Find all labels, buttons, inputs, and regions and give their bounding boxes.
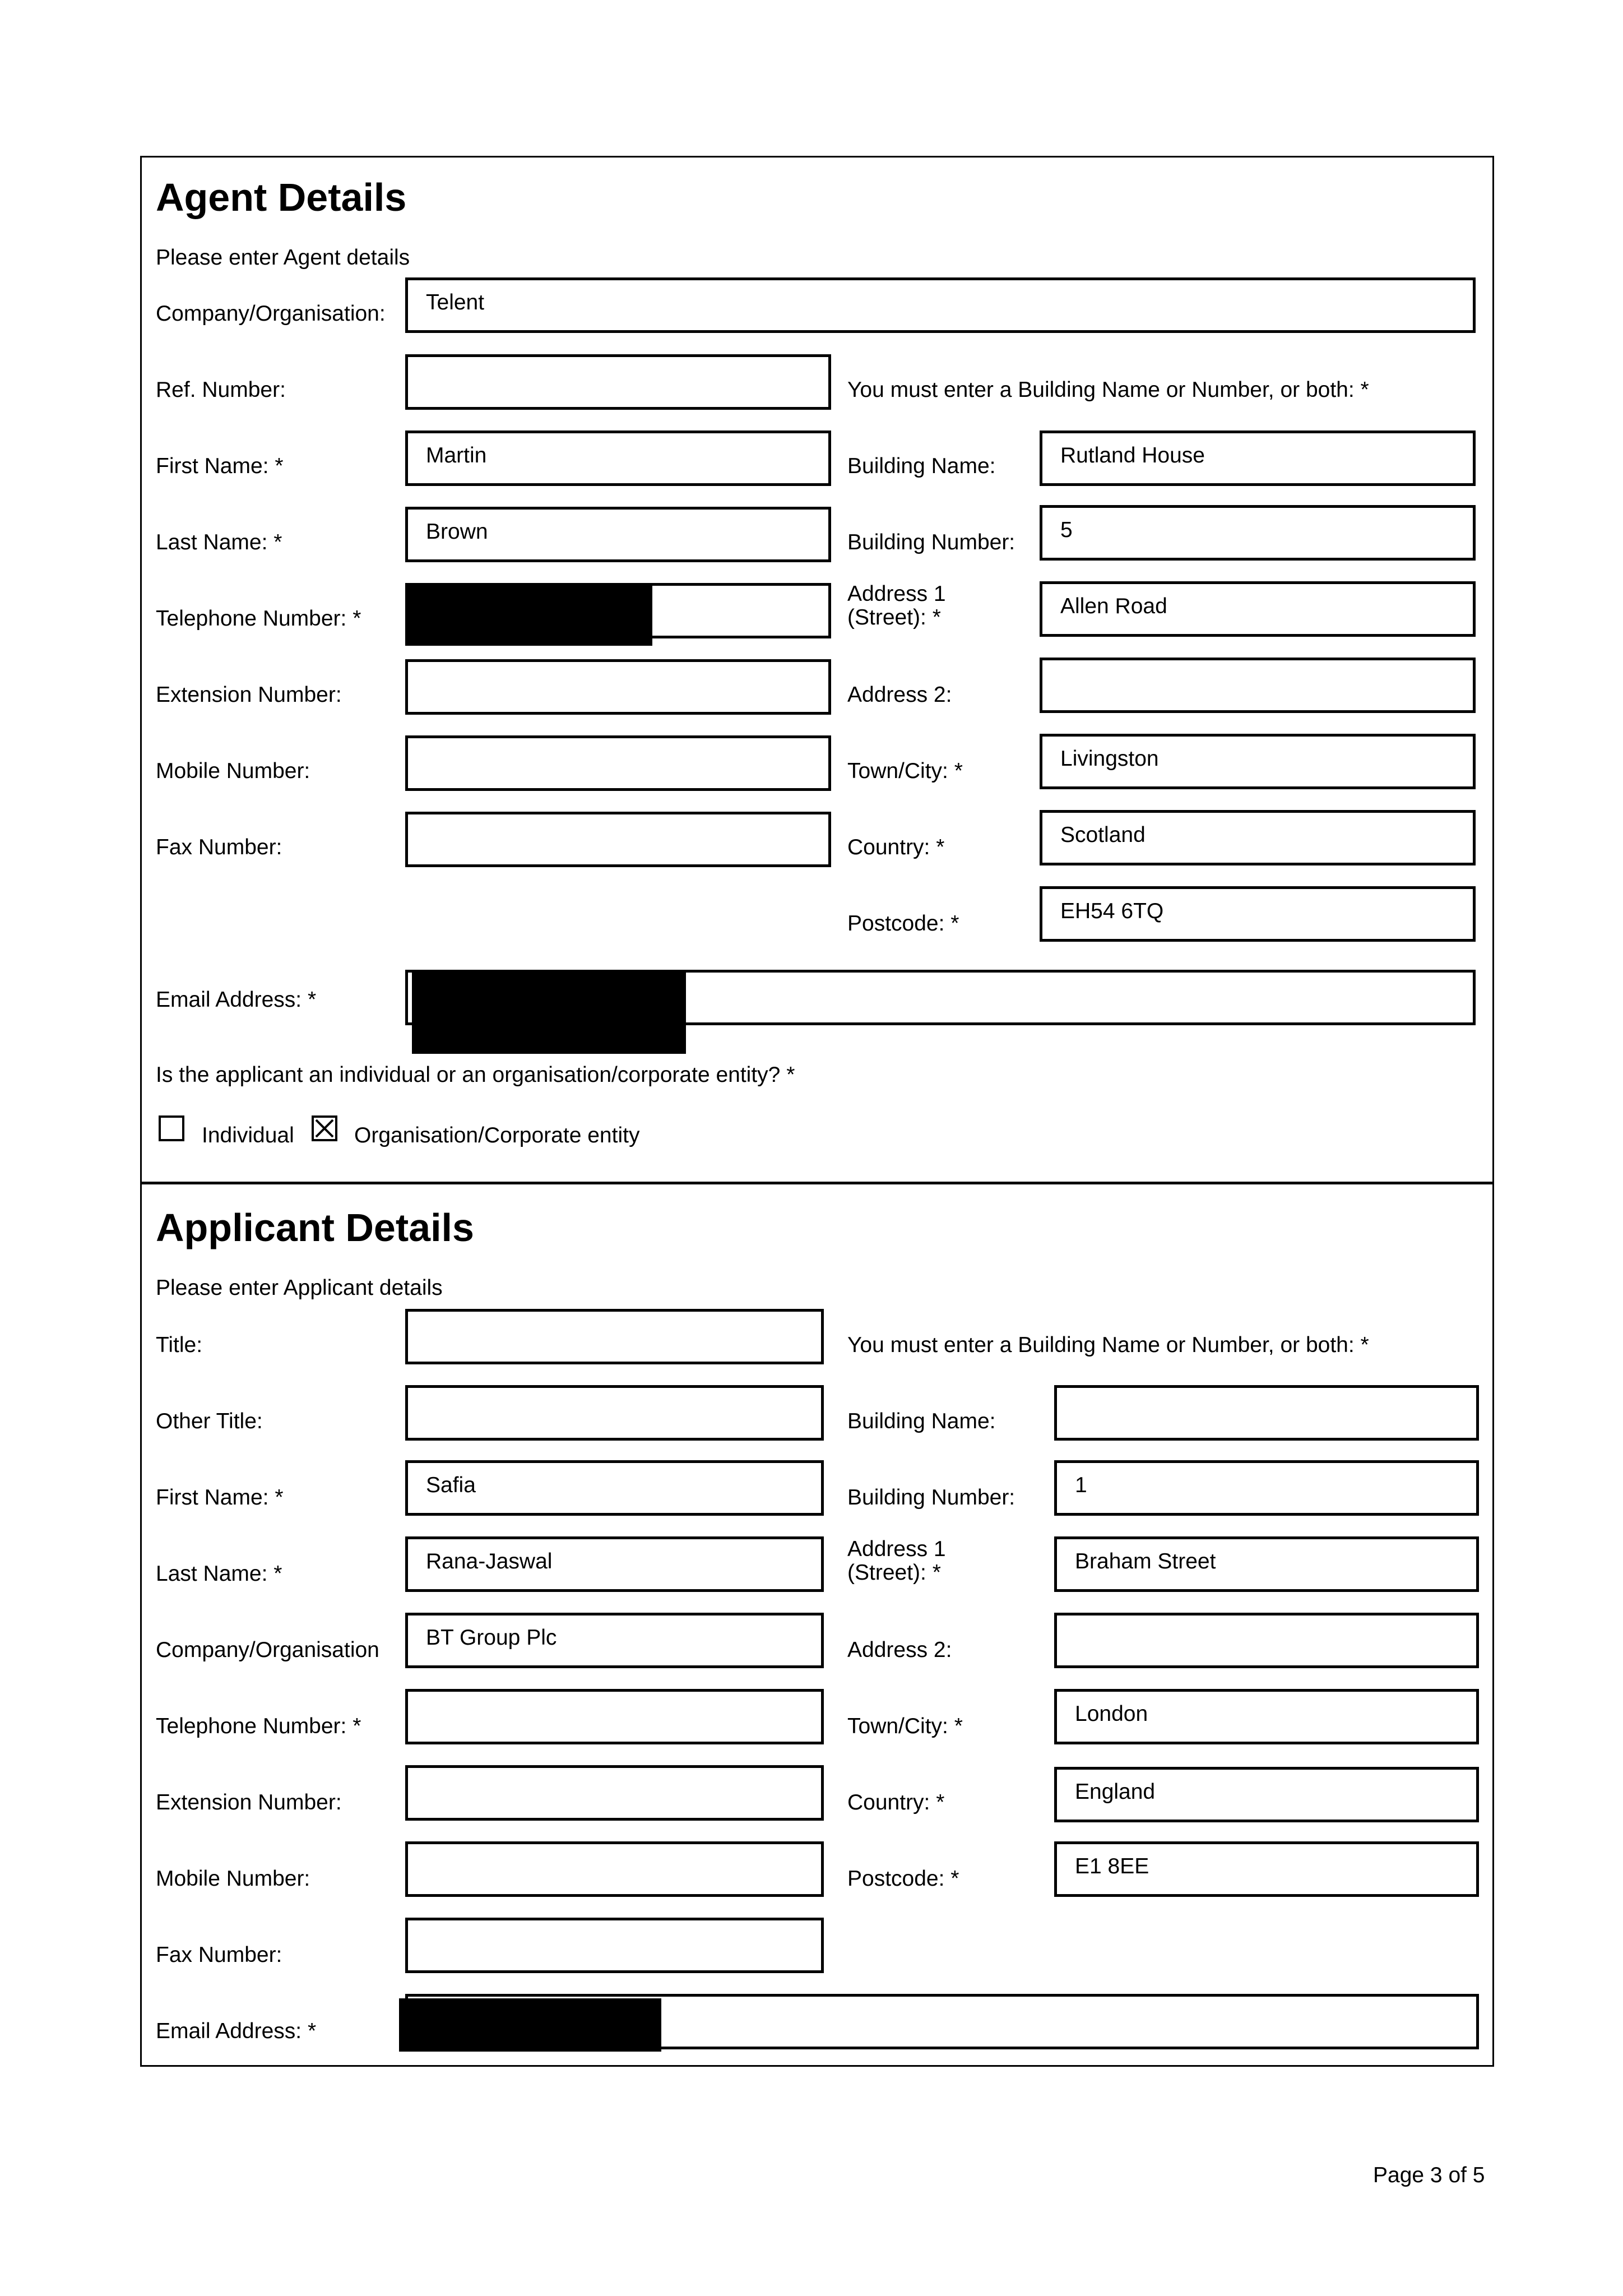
applicant-country-value: England — [1075, 1780, 1156, 1804]
checkbox-cross-icon — [314, 1118, 335, 1139]
redaction-block — [405, 583, 652, 646]
agent-email-label: Email Address: * — [156, 988, 317, 1012]
agent-fax-label: Fax Number: — [156, 835, 282, 859]
agent-first-name-field[interactable] — [405, 430, 831, 486]
agent-address2-label: Address 2: — [847, 683, 952, 707]
applicant-telephone-field[interactable] — [405, 1689, 824, 1744]
applicant-mobile-label: Mobile Number: — [156, 1867, 310, 1891]
applicant-town-label: Town/City: * — [847, 1714, 963, 1738]
agent-last-name-field[interactable] — [405, 507, 831, 562]
applicant-intro-text: Please enter Applicant details — [156, 1276, 443, 1300]
agent-postcode-field[interactable] — [1040, 886, 1476, 942]
applicant-address2-field[interactable] — [1054, 1613, 1479, 1668]
agent-address1-field[interactable] — [1040, 581, 1476, 637]
applicant-last-name-label: Last Name: * — [156, 1562, 282, 1586]
agent-country-field[interactable] — [1040, 810, 1476, 865]
applicant-first-name-field[interactable] — [405, 1460, 824, 1516]
agent-building-name-value: Rutland House — [1060, 443, 1205, 467]
agent-intro-text: Please enter Agent details — [156, 246, 410, 270]
applicant-title-field[interactable] — [405, 1309, 824, 1364]
agent-address1-label-line2: (Street): * — [847, 605, 941, 629]
agent-postcode-value: EH54 6TQ — [1060, 899, 1164, 923]
applicant-other-title-label: Other Title: — [156, 1409, 263, 1433]
agent-company-field[interactable] — [405, 277, 1476, 333]
agent-mobile-field[interactable] — [405, 735, 831, 791]
agent-last-name-value: Brown — [426, 520, 488, 544]
applicant-postcode-label: Postcode: * — [847, 1867, 959, 1891]
page-number: Page 3 of 5 — [1373, 2163, 1485, 2187]
agent-town-field[interactable] — [1040, 734, 1476, 789]
agent-ref-field[interactable] — [405, 354, 831, 410]
agent-building-note: You must enter a Building Name or Number, or both: * — [847, 378, 1369, 402]
agent-last-name-label: Last Name: * — [156, 530, 282, 554]
applicant-first-name-value: Safia — [426, 1473, 476, 1497]
applicant-fax-field[interactable] — [405, 1918, 824, 1973]
agent-town-value: Livingston — [1060, 747, 1159, 771]
applicant-address1-label-line1: Address 1 — [847, 1537, 946, 1561]
applicant-company-field[interactable] — [405, 1613, 824, 1668]
agent-building-number-field[interactable] — [1040, 505, 1476, 561]
applicant-postcode-field[interactable] — [1054, 1841, 1479, 1897]
applicant-email-label: Email Address: * — [156, 2019, 317, 2043]
organisation-checkbox[interactable] — [312, 1115, 337, 1141]
applicant-country-field[interactable] — [1054, 1767, 1479, 1822]
agent-building-number-value: 5 — [1060, 518, 1073, 542]
agent-country-value: Scotland — [1060, 823, 1146, 847]
applicant-last-name-field[interactable] — [405, 1536, 824, 1592]
agent-details-heading: Agent Details — [156, 175, 407, 219]
individual-label: Individual — [202, 1123, 294, 1147]
agent-address2-field[interactable] — [1040, 658, 1476, 713]
redaction-block — [399, 1998, 661, 2052]
agent-entity-question: Is the applicant an individual or an organisation/corporate entity? * — [156, 1063, 795, 1087]
applicant-mobile-field[interactable] — [405, 1841, 824, 1897]
organisation-label: Organisation/Corporate entity — [354, 1123, 640, 1147]
applicant-extension-label: Extension Number: — [156, 1790, 342, 1814]
agent-ref-label: Ref. Number: — [156, 378, 286, 402]
applicant-title-label: Title: — [156, 1333, 203, 1357]
agent-telephone-label: Telephone Number: * — [156, 607, 361, 631]
individual-checkbox[interactable] — [159, 1115, 184, 1141]
agent-extension-field[interactable] — [405, 659, 831, 715]
agent-postcode-label: Postcode: * — [847, 911, 959, 936]
agent-company-label: Company/Organisation: — [156, 302, 386, 326]
applicant-address1-value: Braham Street — [1075, 1549, 1216, 1573]
agent-company-value: Telent — [426, 290, 485, 314]
applicant-town-value: London — [1075, 1702, 1148, 1726]
agent-fax-field[interactable] — [405, 812, 831, 867]
agent-address1-label-line1: Address 1 — [847, 582, 946, 606]
applicant-building-number-label: Building Number: — [847, 1485, 1015, 1510]
applicant-address1-field[interactable] — [1054, 1536, 1479, 1592]
applicant-company-label: Company/Organisation — [156, 1638, 379, 1662]
applicant-other-title-field[interactable] — [405, 1385, 824, 1441]
agent-first-name-value: Martin — [426, 443, 487, 467]
applicant-telephone-label: Telephone Number: * — [156, 1714, 361, 1738]
redaction-block — [412, 970, 686, 1054]
applicant-fax-label: Fax Number: — [156, 1943, 282, 1967]
applicant-company-value: BT Group Plc — [426, 1626, 557, 1650]
applicant-building-name-label: Building Name: — [847, 1409, 996, 1433]
applicant-country-label: Country: * — [847, 1790, 945, 1814]
applicant-last-name-value: Rana-Jaswal — [426, 1549, 553, 1573]
applicant-building-number-value: 1 — [1075, 1473, 1087, 1497]
applicant-town-field[interactable] — [1054, 1689, 1479, 1744]
agent-building-number-label: Building Number: — [847, 530, 1015, 554]
section-divider — [140, 1182, 1494, 1184]
applicant-first-name-label: First Name: * — [156, 1485, 284, 1510]
agent-building-name-label: Building Name: — [847, 454, 996, 478]
applicant-building-note: You must enter a Building Name or Number, or both: * — [847, 1333, 1369, 1357]
applicant-extension-field[interactable] — [405, 1765, 824, 1821]
agent-building-name-field[interactable] — [1040, 430, 1476, 486]
applicant-details-heading: Applicant Details — [156, 1206, 474, 1249]
agent-mobile-label: Mobile Number: — [156, 759, 310, 783]
agent-extension-label: Extension Number: — [156, 683, 342, 707]
applicant-postcode-value: E1 8EE — [1075, 1854, 1149, 1878]
agent-town-label: Town/City: * — [847, 759, 963, 783]
agent-address1-value: Allen Road — [1060, 594, 1167, 618]
applicant-address1-label-line2: (Street): * — [847, 1561, 941, 1585]
agent-country-label: Country: * — [847, 835, 945, 859]
applicant-address2-label: Address 2: — [847, 1638, 952, 1662]
agent-first-name-label: First Name: * — [156, 454, 284, 478]
applicant-building-number-field[interactable] — [1054, 1460, 1479, 1516]
applicant-building-name-field[interactable] — [1054, 1385, 1479, 1441]
